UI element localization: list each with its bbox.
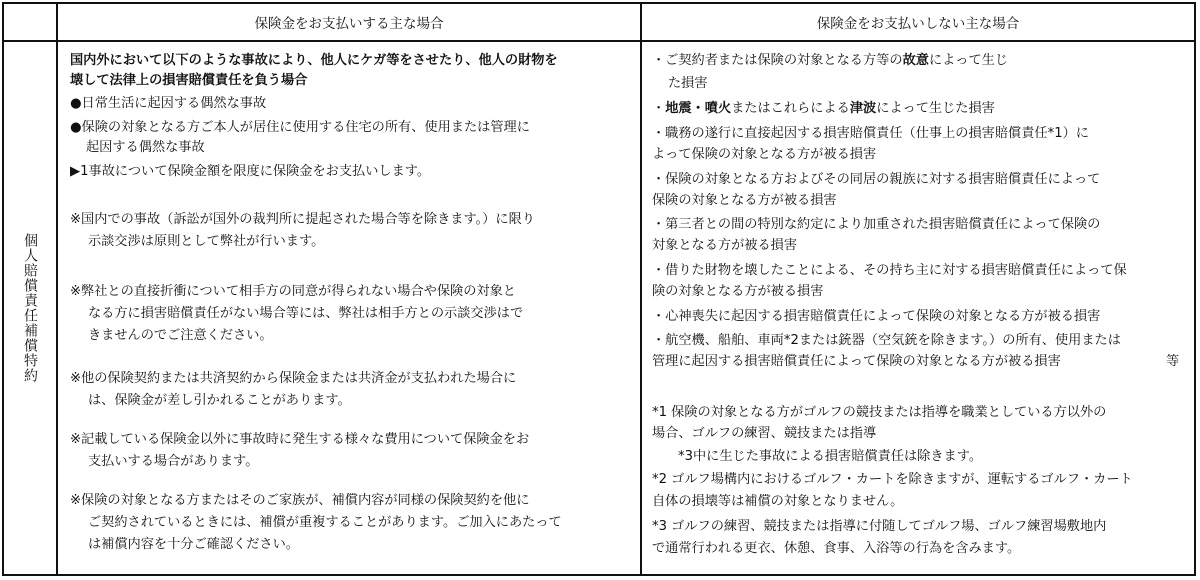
paid-limit-note: ▶1事故について保険金額を限度に保険金をお支払いします。 [70, 164, 431, 179]
row-label [4, 42, 56, 574]
not-paid-item-3-line-1: ・職務の遂行に直接起因する損害賠償責任（仕事上の損害賠償責任*1）に [652, 126, 1089, 141]
header-paid-cases: 保険金をお支払いする主な場合 [254, 16, 444, 32]
paid-intro-line-2: 壊して法律上の損害賠償責任を負う場合 [70, 73, 308, 88]
paid-note-5-line-3: は補償内容を十分ご確認ください。 [88, 537, 299, 552]
row-label-text: 個人賠償責任補償特約 [22, 233, 38, 383]
footnote-3-line-1: *3 ゴルフの練習、競技または指導に付随してゴルフ場、ゴルフ練習場敷地内 [652, 519, 1107, 534]
paid-note-2-line-3: きませんのでご注意ください。 [88, 328, 273, 343]
not-paid-item-1-line-2: た損害 [668, 76, 708, 91]
not-paid-item-4-line-2: 保険の対象となる方が被る損害 [652, 193, 837, 208]
not-paid-item-8-etc: 等 [1166, 354, 1180, 369]
not-paid-item-7: ・心神喪失に起因する損害賠償責任によって保険の対象となる方が被る損害 [652, 309, 1101, 324]
label-column-divider [56, 4, 58, 574]
not-paid-item-5-line-1: ・第三者との間の特別な約定により加重された損害賠償責任によって保険の [652, 217, 1101, 232]
paid-bullet-1: ●日常生活に起因する偶然な事故 [70, 96, 267, 111]
not-paid-item-2: ・地震・噴火またはこれらによる津波によって生じた損害 [652, 101, 995, 116]
coverage-table [2, 2, 1196, 576]
not-paid-item-5-line-2: 対象となる方が被る損害 [652, 238, 798, 253]
paid-note-2-line-1: ※弊社との直接折衝について相手方の同意が得られない場合や保険の対象と [70, 284, 516, 299]
paid-note-3-line-1: ※他の保険契約または共済契約から保険金または共済金が支払われた場合に [70, 371, 517, 386]
paid-intro-line-1: 国内外において以下のような事故により、他人にケガ等をさせたり、他人の財物を [70, 53, 558, 68]
header-divider [4, 40, 1194, 42]
paid-bullet-2-line-1: ●保険の対象となる方ご本人が居住に使用する住宅の所有、使用または管理に [70, 120, 530, 135]
not-paid-item-6-line-2: 険の対象となる方が被る損害 [652, 284, 824, 299]
footnote-1-line-3: *3中に生じた事故による損害賠償責任は除きます。 [678, 449, 983, 464]
footnote-1-line-2: 場合、ゴルフの練習、競技または指導 [652, 426, 877, 441]
footnote-2-line-2: 自体の損壊等は補償の対象となりません。 [652, 494, 904, 509]
footnote-2-line-1: *2 ゴルフ場構内におけるゴルフ・カートを除きますが、運転するゴルフ・カート [652, 472, 1133, 487]
not-paid-item-6-line-1: ・借りた財物を壊したことによる、その持ち主に対する損害賠償責任によって保 [652, 263, 1127, 278]
paid-note-1-line-2: 示談交渉は原則として弊社が行います。 [88, 234, 325, 249]
header-not-paid-cases: 保険金をお支払いしない主な場合 [816, 16, 1020, 32]
paid-note-2-line-2: なる方に損害賠償責任がない場合等には、弊社は相手方との示談交渉はで [88, 306, 524, 321]
footnote-1-line-1: *1 保険の対象となる方がゴルフの競技または指導を職業としている方以外の [652, 405, 1107, 420]
paid-bullet-2-line-2: 起因する偶然な事故 [86, 140, 205, 155]
not-paid-item-8-line-2: 管理に起因する損害賠償責任によって保険の対象となる方が被る損害 [652, 354, 1061, 369]
not-paid-item-4-line-1: ・保険の対象となる方およびその同居の親族に対する損害賠償責任によって [652, 172, 1101, 187]
not-paid-item-1-line-1: ・ご契約者または保険の対象となる方等の故意によって生じ [652, 53, 1009, 68]
paid-note-4-line-2: 支払いする場合があります。 [88, 454, 259, 469]
not-paid-item-8-line-1: ・航空機、船舶、車両*2または銃器（空気銃を除きます。）の所有、使用または [652, 333, 1121, 348]
not-paid-item-3-line-2: よって保険の対象となる方が被る損害 [652, 147, 877, 162]
paid-note-5-line-2: ご契約されているときには、補償が重複することがあります。ご加入にあたって [88, 515, 562, 530]
paid-note-4-line-1: ※記載している保険金以外に事故時に発生する様々な費用について保険金をお [70, 432, 530, 447]
paid-note-5-line-1: ※保険の対象となる方またはそのご家族が、補償内容が同様の保険契約を他に [70, 493, 530, 508]
paid-note-1-line-1: ※国内での事故（訴訟が国外の裁判所に提起された場合等を除きます。）に限り [70, 212, 535, 227]
footnote-3-line-2: で通常行われる更衣、休憩、食事、入浴等の行為を含みます。 [652, 541, 1021, 556]
middle-column-divider [640, 4, 642, 574]
paid-note-3-line-2: は、保険金が差し引かれることがあります。 [88, 393, 351, 408]
